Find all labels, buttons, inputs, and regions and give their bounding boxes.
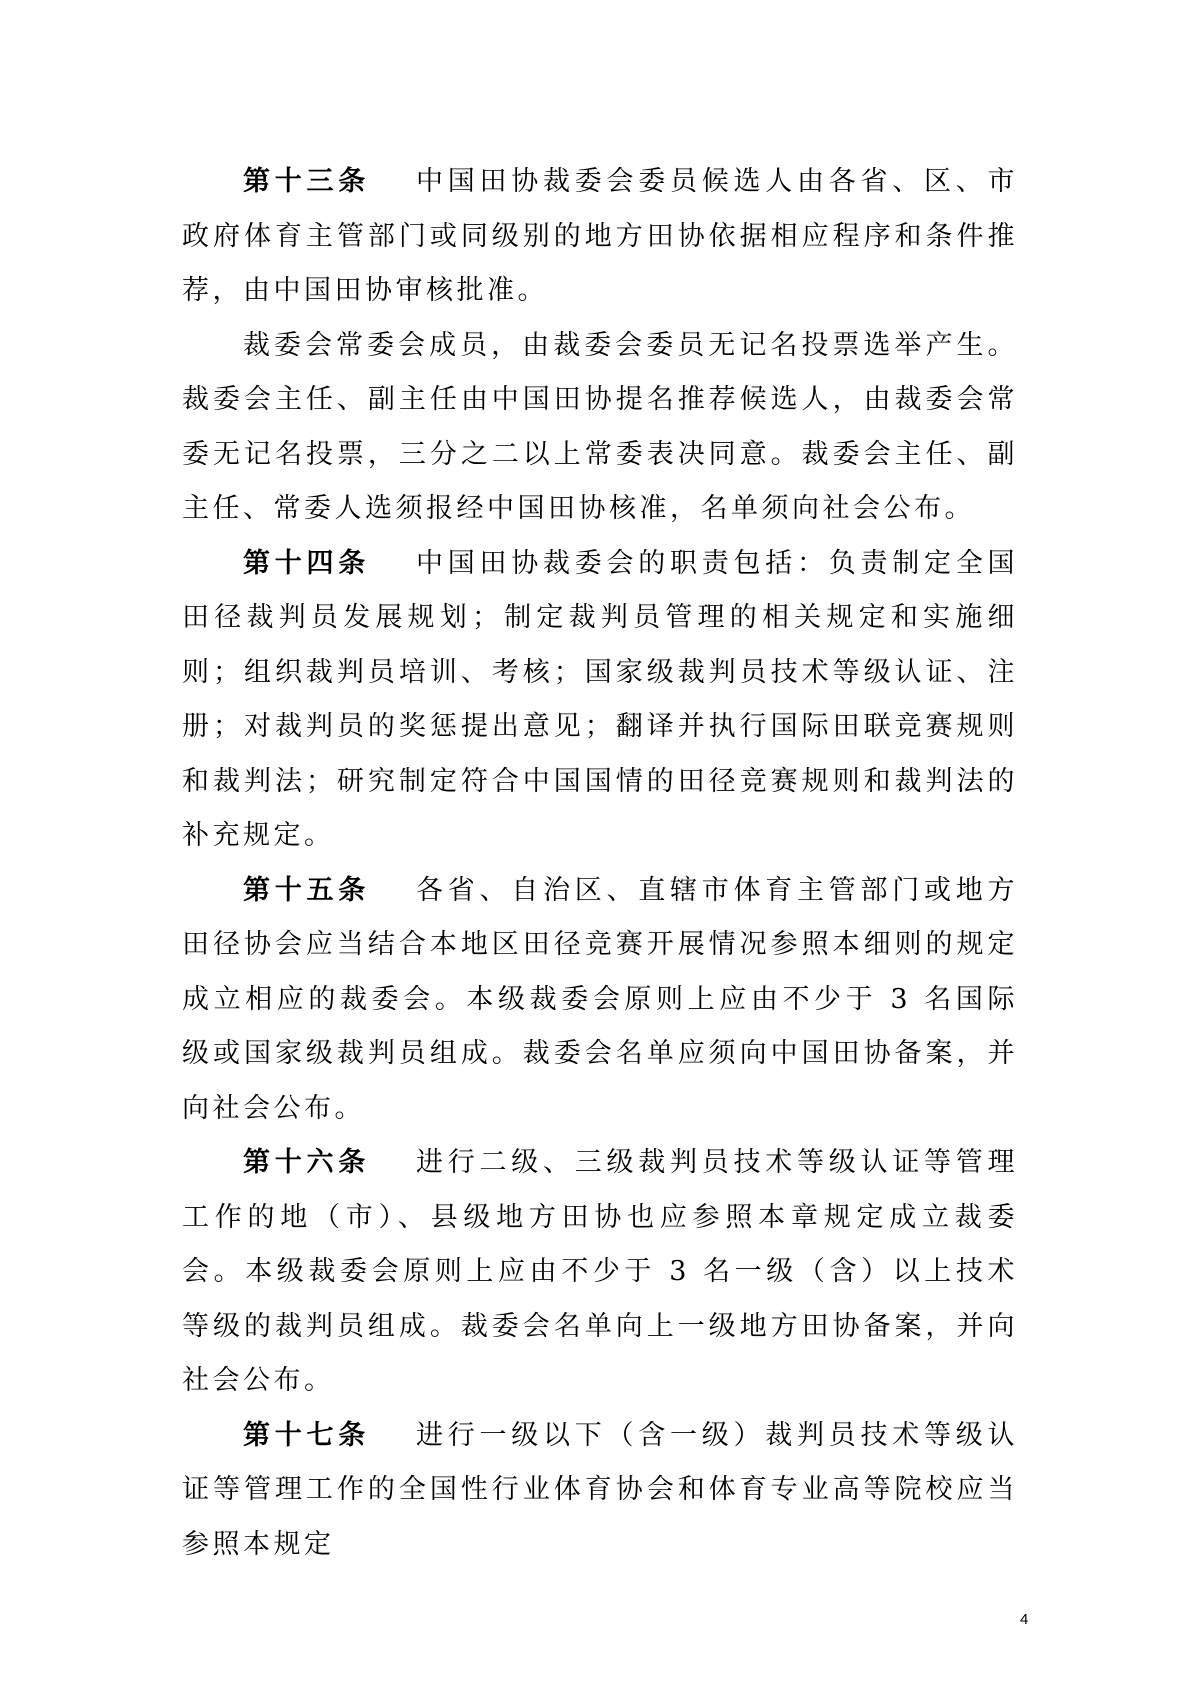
document-body — [182, 155, 1018, 1572]
paragraph-article-13-continued — [182, 319, 1018, 537]
article-number: 第十三条 — [243, 166, 370, 197]
paragraph-text: 中国田协裁委会的职责包括：负责制定全国田径裁判员发展规划；制定裁判员管理的相关规定和实施细则；组织裁判员培训、考核；国家级裁判员技术等级认证、注册；对裁判员的奖惩提出意见；翻译并执行国际田联竞赛规则和裁判法；研究制定符合中国国情的田径竞赛规则和裁判法的补充规定。 — [182, 547, 1018, 851]
paragraph-article-15 — [182, 864, 1018, 1137]
article-number: 第十七条 — [243, 1419, 370, 1451]
paragraph-text: 进行二级、三级裁判员技术等级认证等管理工作的地（市）、县级地方田协也应参照本章规定成立裁委会。本级裁委会原则上应由不少于 3 名一级（含）以上技术等级的裁判员组成。裁委会名单向上一级地方田协备案，并向社会公布。 — [182, 1147, 1018, 1396]
article-number: 第十五条 — [243, 874, 370, 906]
paragraph-article-14 — [182, 537, 1018, 864]
paragraph-text: 进行一级以下（含一级）裁判员技术等级认证等管理工作的全国性行业体育协会和体育专业高等院校应当参照本规定 — [182, 1419, 1018, 1560]
article-number: 第十四条 — [243, 547, 370, 579]
page-number: 4 — [1020, 1611, 1029, 1628]
paragraph-article-16 — [182, 1136, 1018, 1409]
paragraph-text: 中国田协裁委会委员候选人由各省、区、市政府体育主管部门或同级别的地方田协依据相应程序和条件推荐，由中国田协审核批准。 — [182, 166, 1018, 306]
paragraph-text: 裁委会常委会成员，由裁委会委员无记名投票选举产生。裁委会主任、副主任由中国田协提名推荐候选人，由裁委会常委无记名投票，三分之二以上常委表决同意。裁委会主任、副主任、常委人选须报经中国田协核准，名单须向社会公布。 — [182, 329, 1018, 524]
paragraph-text: 各省、自治区、直辖市体育主管部门或地方田径协会应当结合本地区田径竞赛开展情况参照本细则的规定成立相应的裁委会。本级裁委会原则上应由不少于 3 名国际级或国家级裁判员组成。裁委会名单应须向中国田协备案，并向社会公布。 — [182, 874, 1018, 1124]
paragraph-article-13 — [182, 155, 1018, 319]
article-number: 第十六条 — [243, 1147, 370, 1178]
paragraph-article-17 — [182, 1409, 1018, 1573]
